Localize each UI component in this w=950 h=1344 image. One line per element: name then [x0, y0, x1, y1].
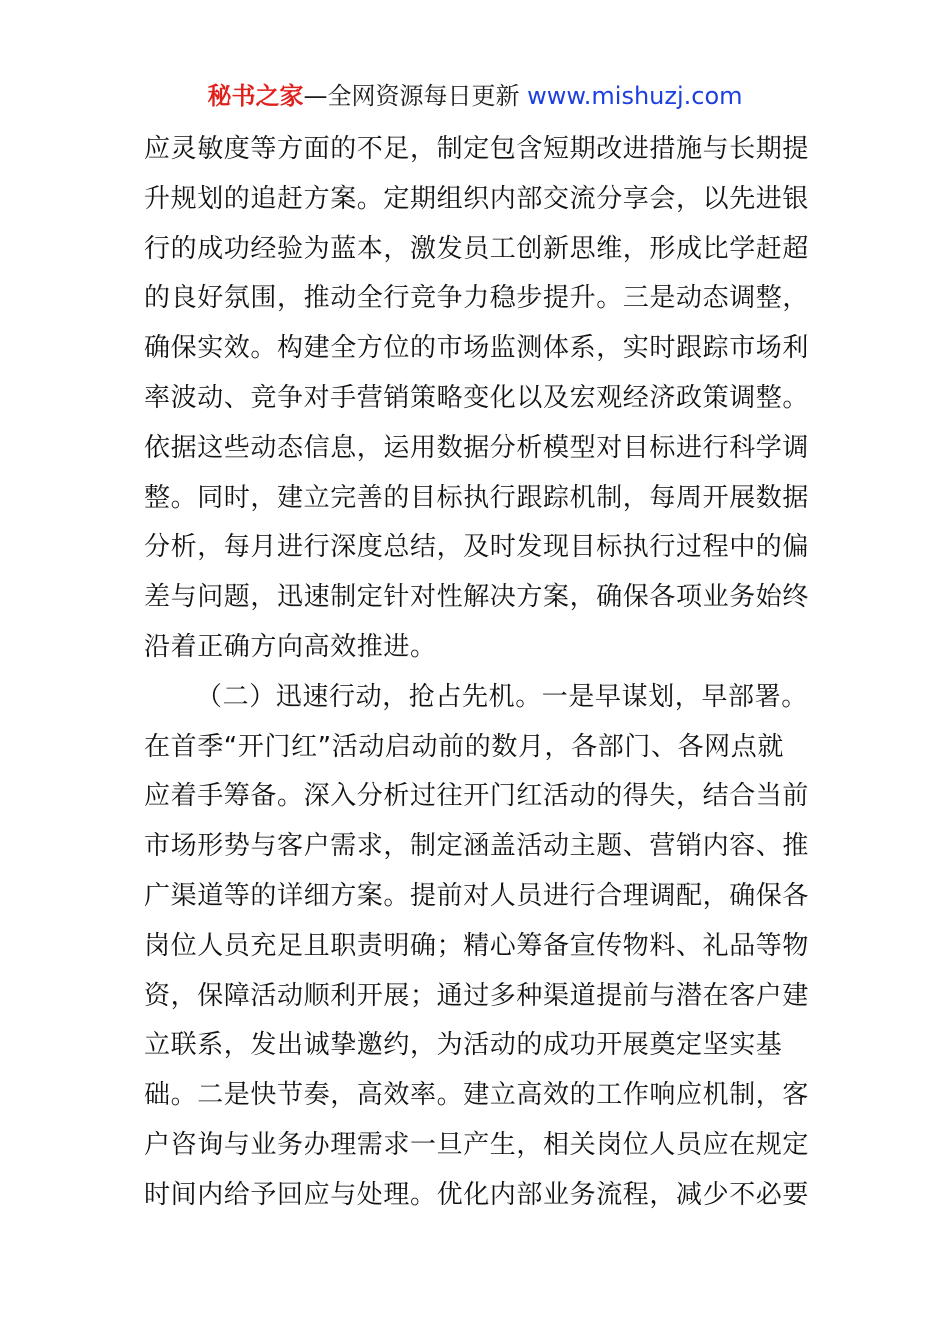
text-line: 广渠道等的详细方案。提前对人员进行合理调配，确保各	[144, 880, 809, 911]
text-line: 立联系，发出诚挚邀约，为活动的成功开展奠定坚实基	[144, 1030, 783, 1061]
text-line: 行的成功经验为蓝本，激发员工创新思维，形成比学赶超	[144, 233, 809, 264]
text-line: 资，保障活动顺利开展；通过多种渠道提前与潜在客户建	[144, 980, 809, 1011]
document-body	[144, 125, 809, 1221]
text-line: 时间内给予回应与处理。优化内部业务流程，减少不必要	[144, 1179, 809, 1210]
text-line: 在首季“开门红”活动启动前的数月，各部门、各网点就	[144, 731, 784, 762]
text-line: 确保实效。构建全方位的市场监测体系，实时跟踪市场利	[144, 333, 809, 364]
text-line: 市场形势与客户需求，制定涵盖活动主题、营销内容、推	[144, 831, 809, 862]
website-link[interactable]: www.mishuzj.com	[527, 82, 743, 110]
brand-name: 秘书之家	[207, 82, 304, 110]
text-line: 升规划的追赶方案。定期组织内部交流分享会，以先进银	[144, 183, 809, 214]
text-line: 岗位人员充足且职责明确；精心筹备宣传物料、礼品等物	[144, 930, 809, 961]
text-line: 率波动、竞争对手营销策略变化以及宏观经济政策调整。	[144, 382, 809, 413]
header-tagline: —全网资源每日更新	[303, 82, 520, 110]
text-line: 础。二是快节奏，高效率。建立高效的工作响应机制，客	[144, 1080, 809, 1111]
text-line: 依据这些动态信息，运用数据分析模型对目标进行科学调	[144, 432, 809, 463]
text-line: 沿着正确方向高效推进。	[144, 631, 437, 662]
section-heading-line: （二）迅速行动，抢占先机。一是早谋划，早部署。	[196, 681, 808, 712]
text-line: 户咨询与业务办理需求一旦产生，相关岗位人员应在规定	[144, 1129, 809, 1160]
page-header	[0, 80, 950, 112]
text-line: 应着手筹备。深入分析过往开门红活动的得失，结合当前	[144, 781, 809, 812]
text-line: 整。同时，建立完善的目标执行跟踪机制，每周开展数据	[144, 482, 809, 513]
text-line: 分析，每月进行深度总结，及时发现目标执行过程中的偏	[144, 532, 809, 563]
text-line: 差与问题，迅速制定针对性解决方案，确保各项业务始终	[144, 582, 809, 613]
text-line: 应灵敏度等方面的不足，制定包含短期改进措施与长期提	[144, 134, 809, 164]
text-line: 的良好氛围，推动全行竞争力稳步提升。三是动态调整，	[144, 283, 809, 314]
